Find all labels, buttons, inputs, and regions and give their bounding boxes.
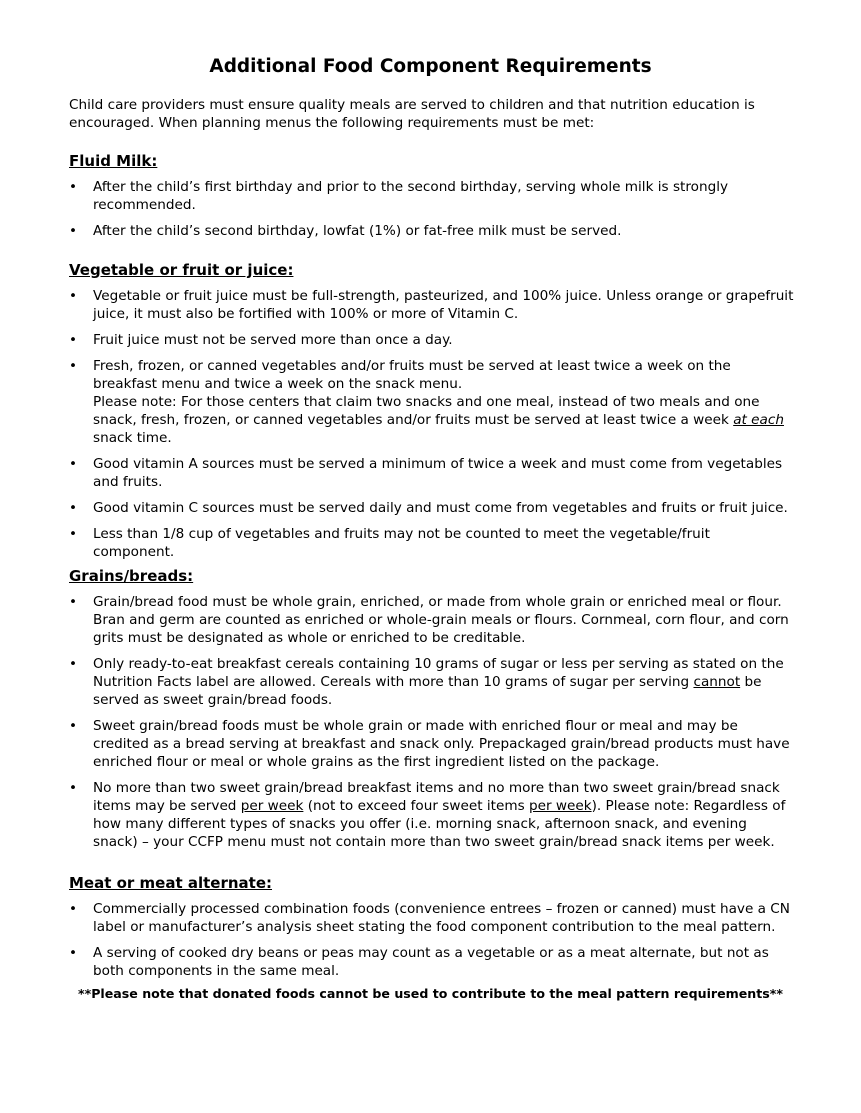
donated-foods-note: **Please note that donated foods cannot be used to contribute to the meal pattern requirements** — [78, 986, 783, 1001]
list-item: • A serving of cooked dry beans or peas may count as a vegetable or as a meat alternate, but not as both components in the same meal. — [69, 945, 769, 979]
list-item: • Good vitamin C sources must be served daily and must come from vegetables and fruits or fruit juice. — [69, 500, 788, 516]
list-item: • Grain/bread food must be whole grain, enriched, or made from whole grain or enriched meal or flour. Bran and germ are counted as enriched or whole-grain meals or flours. Cornmeal, corn flour, and corn grits must be designated as whole or enriched to be creditable. — [69, 594, 789, 646]
meat-list — [69, 900, 794, 980]
list-item: • Good vitamin A sources must be served a minimum of twice a week and must come from vegetables and fruits. — [69, 456, 783, 490]
section-heading-grains-breads: Grains/breads: — [69, 567, 194, 585]
list-item: • After the child’s first birthday and prior to the second birthday, serving whole milk is strongly recommended. — [69, 179, 729, 213]
grains-list — [69, 593, 794, 851]
emphasis-cannot: cannot — [693, 674, 741, 690]
emphasis-at-each: at each — [733, 412, 784, 428]
intro-paragraph: Child care providers must ensure quality meals are served to children and that nutrition education is encouraged. When planning menus the following requirements must be met: — [69, 97, 755, 131]
section-vegetable-fruit-juice — [69, 261, 794, 569]
fluid-milk-list — [69, 178, 794, 240]
section-heading-meat-alternate: Meat or meat alternate: — [69, 874, 273, 892]
list-item: • Less than 1/8 cup of vegetables and fruits may not be counted to meet the vegetable/fruit component. — [69, 526, 710, 560]
list-item: • Fruit juice must not be served more than once a day. — [69, 332, 453, 348]
section-heading-vegetable-fruit-juice: Vegetable or fruit or juice: — [69, 261, 294, 279]
list-item: • After the child’s second birthday, lowfat (1%) or fat-free milk must be served. — [69, 223, 622, 239]
list-item: • No more than two sweet grain/bread breakfast items and no more than two sweet grain/bread snack items may be served per week (not to exceed four sweet items per week). Please note: Regardless of how many different types of snacks you offer (i.e. morning snack, afternoon snack, and evening snack) – your CCFP menu must not contain more than two sweet grain/bread snack items per week. — [69, 780, 786, 850]
list-item: • Vegetable or fruit juice must be full-strength, pasteurized, and 100% juice. Unless orange or grapefruit juice, it must also be fortified with 100% or more of Vitamin C. — [69, 288, 794, 322]
vegetable-fruit-list — [69, 287, 794, 561]
section-heading-fluid-milk: Fluid Milk: — [69, 152, 158, 170]
emphasis-per-week: per week — [240, 798, 304, 814]
section-meat-alternate — [69, 874, 794, 988]
list-item: • Commercially processed combination foods (convenience entrees – frozen or canned) must have a CN label or manufacturer’s analysis sheet stating the food component contribution to the meal pattern. — [69, 901, 790, 935]
page-title: Additional Food Component Requirements — [209, 56, 652, 77]
list-item: • Only ready-to-eat breakfast cereals containing 10 grams of sugar or less per serving as stated on the Nutrition Facts label are allowed. Cereals with more than 10 grams of sugar per serving cannot be served as sweet grain/bread foods. — [69, 656, 784, 708]
list-item: • Fresh, frozen, or canned vegetables and/or fruits must be served at least twice a week on the breakfast menu and twice a week on the snack menu. Please note: For those centers that claim two snacks and one meal, instead of two meals and one snack, fresh, frozen, or canned vegetables and/or fruits must be served at least twice a week at each snack time. — [69, 358, 784, 446]
emphasis-per-week: per week — [528, 798, 592, 814]
section-grains-breads — [69, 567, 794, 859]
list-item: • Sweet grain/bread foods must be whole grain or made with enriched flour or meal and may be credited as a bread serving at breakfast and snack only. Prepackaged grain/bread products must have enriched flour or meal or whole grains as the first ingredient listed on the package. — [69, 718, 790, 770]
section-fluid-milk — [69, 152, 794, 248]
